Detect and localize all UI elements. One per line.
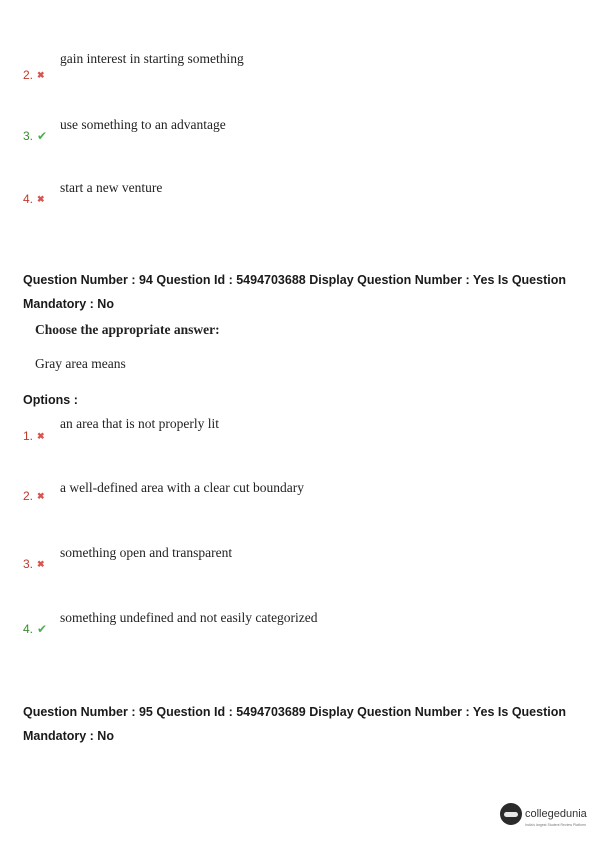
option-number <box>23 557 45 571</box>
question-header: Question Number : 95 Question Id : 5494703689 Display Question Number : Yes Is Question <box>23 705 566 719</box>
option-number <box>23 68 45 82</box>
collegedunia-logo <box>500 803 587 827</box>
question-instruction: Choose the appropriate answer: <box>35 322 220 337</box>
option-number-label: 4. <box>23 192 34 206</box>
option-text: something undefined and not easily categorized <box>60 610 318 625</box>
option-number <box>23 489 45 503</box>
option-text: start a new venture <box>60 180 163 195</box>
option-number <box>23 429 45 443</box>
options-label: Options : <box>23 393 78 407</box>
logo-name: collegedunia <box>525 808 587 820</box>
logo-mascot-icon <box>500 803 522 825</box>
wrong-mark-icon: ✖ <box>37 558 45 569</box>
question-header: Question Number : 94 Question Id : 5494703688 Display Question Number : Yes Is Question <box>23 273 566 287</box>
option-text: a well-defined area with a clear cut boundary <box>60 480 305 495</box>
option-number-label: 2. <box>23 489 34 503</box>
option-text: an area that is not properly lit <box>60 416 219 431</box>
check-mark-icon: ✔ <box>37 129 48 143</box>
option-text: something open and transparent <box>60 545 233 560</box>
option-number-label: 1. <box>23 429 34 443</box>
question-header-mandatory: Mandatory : No <box>23 729 114 743</box>
wrong-mark-icon: ✖ <box>37 490 45 501</box>
option-number-label: 3. <box>23 129 34 143</box>
logo-tagline: India's largest Student Review Platform <box>525 823 586 827</box>
question-header-mandatory: Mandatory : No <box>23 297 114 311</box>
check-mark-icon: ✔ <box>37 622 48 636</box>
wrong-mark-icon: ✖ <box>37 193 45 204</box>
option-text: use something to an advantage <box>60 117 226 132</box>
question-text: Gray area means <box>35 356 126 371</box>
option-number-label: 2. <box>23 68 34 82</box>
option-text: gain interest in starting something <box>60 51 244 66</box>
option-number <box>23 622 47 636</box>
option-number <box>23 129 47 143</box>
option-number-label: 4. <box>23 622 34 636</box>
option-number-label: 3. <box>23 557 34 571</box>
wrong-mark-icon: ✖ <box>37 69 45 80</box>
wrong-mark-icon: ✖ <box>37 430 45 441</box>
option-number <box>23 192 45 206</box>
